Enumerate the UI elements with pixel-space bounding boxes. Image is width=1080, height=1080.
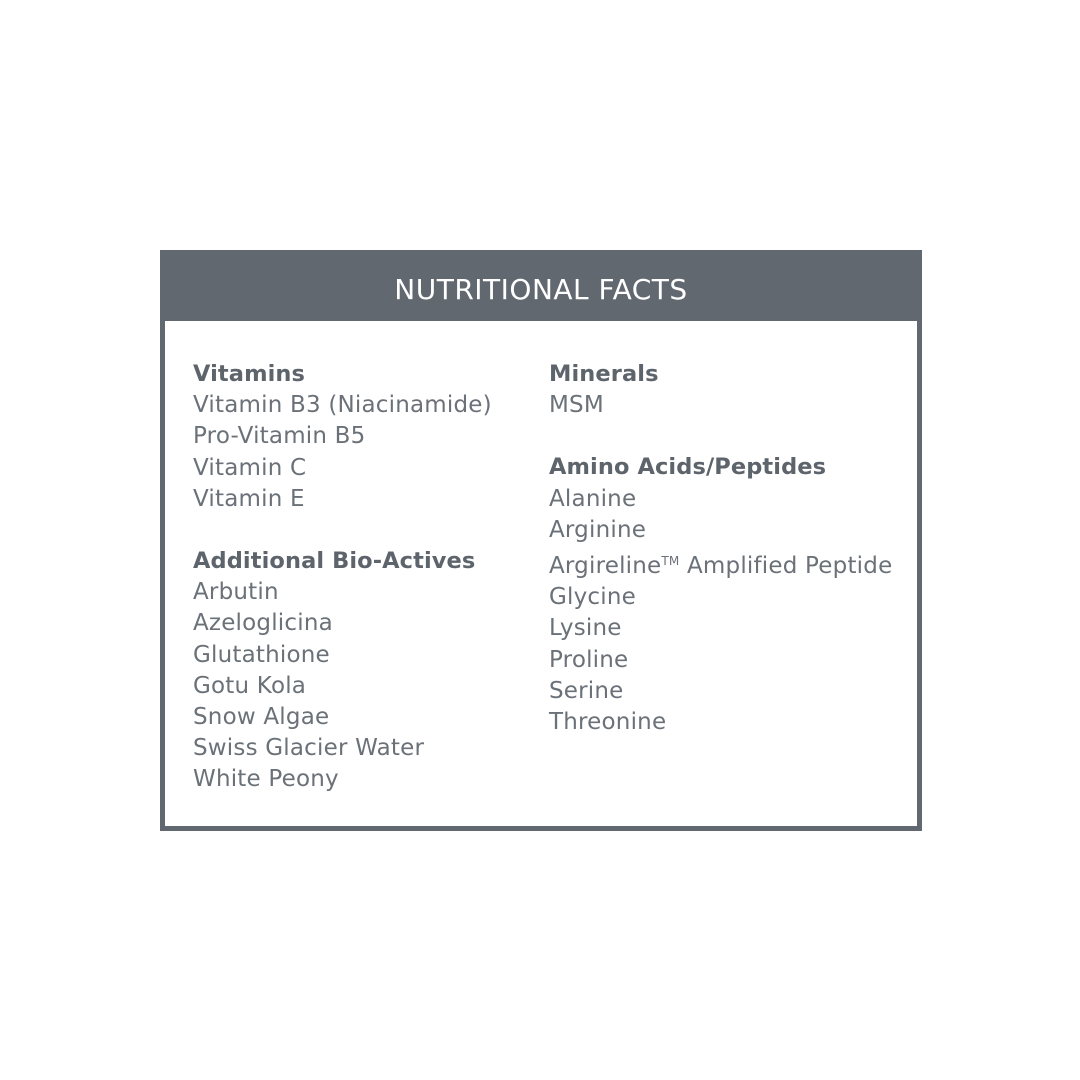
list-item: Serine [549, 677, 624, 704]
argireline-name: Argireline [549, 553, 662, 580]
list-item: Glutathione [193, 641, 330, 668]
section-bio-actives [193, 546, 492, 796]
panel-header [165, 255, 917, 321]
right-column [549, 359, 892, 769]
list-item: Proline [549, 646, 629, 673]
list-item: White Peony [193, 766, 339, 793]
list-item: Swiss Glacier Water [193, 735, 425, 762]
left-column [193, 359, 492, 827]
section-heading-bio-actives: Additional Bio-Actives [193, 548, 476, 575]
list-item: Snow Algae [193, 704, 330, 731]
trademark-mark: TM [661, 554, 680, 569]
nutritional-facts-panel [160, 250, 922, 831]
list-item: Arbutin [193, 579, 279, 606]
list-item: Vitamin B3 (Niacinamide) [193, 392, 492, 419]
list-item: Vitamin C [193, 454, 307, 481]
section-amino-acids [549, 452, 892, 738]
section-heading-vitamins: Vitamins [193, 361, 306, 387]
panel-title: NUTRITIONAL FACTS [394, 273, 688, 306]
argireline-rest: Amplified Peptide [679, 553, 893, 580]
list-item: Arginine [549, 516, 647, 543]
list-item: MSM [549, 392, 604, 419]
list-item: Threonine [549, 709, 667, 736]
list-item: Gotu Kola [193, 672, 307, 699]
list-item: Alanine [549, 485, 637, 512]
section-heading-minerals: Minerals [549, 361, 659, 387]
section-heading-amino-acids: Amino Acids/Peptides [549, 454, 827, 481]
section-vitamins [193, 359, 492, 515]
list-item-argireline [549, 546, 892, 582]
list-item: Glycine [549, 584, 636, 611]
list-item: Azeloglicina [193, 610, 333, 637]
list-item: Vitamin E [193, 485, 305, 512]
list-item: Lysine [549, 615, 622, 642]
section-minerals [549, 359, 892, 421]
list-item: Pro-Vitamin B5 [193, 423, 366, 450]
